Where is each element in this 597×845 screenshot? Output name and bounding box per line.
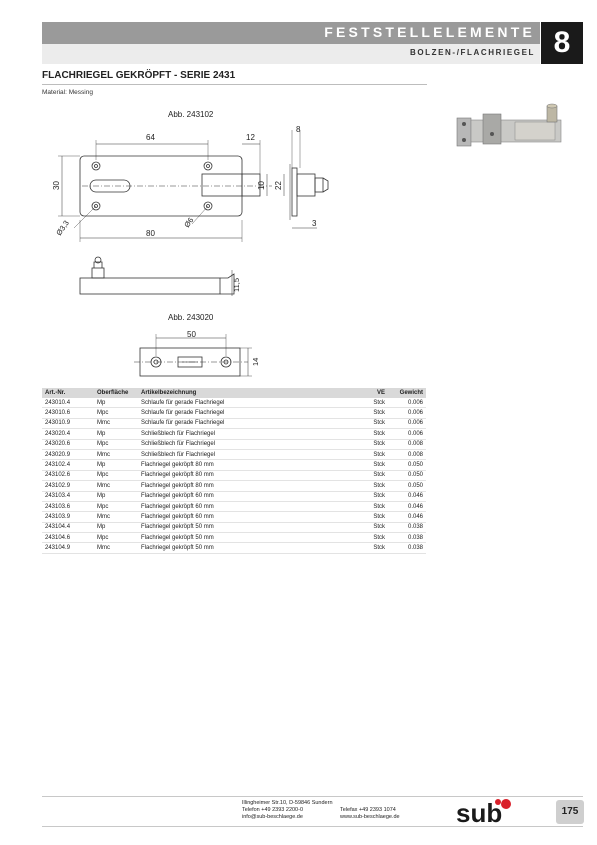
table-row — [42, 439, 426, 449]
figure2-label: Abb. 243020 — [168, 313, 214, 322]
cell-artnr: 243020.6 — [42, 439, 94, 449]
cell-artnr: 243020.4 — [42, 429, 94, 439]
cell-artnr: 243104.4 — [42, 522, 94, 532]
cell-artnr: 243104.6 — [42, 533, 94, 543]
cell-oberflaeche: Mpc — [94, 501, 138, 511]
cell-gewicht: 0.008 — [388, 449, 426, 459]
company-logo — [456, 798, 516, 826]
cell-gewicht: 0.050 — [388, 470, 426, 480]
cell-oberflaeche: Mpc — [94, 533, 138, 543]
cell-artnr: 243020.9 — [42, 449, 94, 459]
dim-50: 50 — [187, 330, 196, 339]
cell-ve: Stck — [362, 429, 388, 439]
table-header-row — [42, 388, 426, 398]
cell-ve: Stck — [362, 408, 388, 418]
cell-ve: Stck — [362, 460, 388, 470]
technical-drawing-243020 — [130, 326, 270, 384]
cell-artnr: 243010.4 — [42, 398, 94, 408]
title-divider — [42, 84, 427, 85]
technical-drawing-243102 — [42, 120, 342, 310]
cell-bezeichnung: Schlaufe für gerade Flachriegel — [138, 418, 362, 428]
col-header-bezeichnung: Artikelbezeichnung — [138, 388, 362, 398]
footer-divider-top — [42, 796, 583, 797]
table-row — [42, 481, 426, 491]
table-row — [42, 418, 426, 428]
cell-oberflaeche: Mpc — [94, 439, 138, 449]
cell-ve: Stck — [362, 418, 388, 428]
col-header-oberflaeche: Oberfläche — [94, 388, 138, 398]
table-row — [42, 408, 426, 418]
cell-ve: Stck — [362, 512, 388, 522]
dim-8: 8 — [296, 125, 301, 134]
table-body — [42, 398, 426, 553]
cell-bezeichnung: Schließblech für Flachriegel — [138, 429, 362, 439]
cell-oberflaeche: Mmc — [94, 481, 138, 491]
table-row — [42, 398, 426, 408]
cell-ve: Stck — [362, 491, 388, 501]
cell-artnr: 243103.9 — [42, 512, 94, 522]
cell-artnr: 243102.9 — [42, 481, 94, 491]
cell-gewicht: 0.046 — [388, 512, 426, 522]
cell-oberflaeche: Mp — [94, 491, 138, 501]
product-photo — [455, 100, 570, 152]
cell-gewicht: 0.038 — [388, 533, 426, 543]
cell-oberflaeche: Mmc — [94, 418, 138, 428]
dim-d6: Ø6 — [182, 215, 196, 230]
cell-gewicht: 0.038 — [388, 543, 426, 553]
cell-ve: Stck — [362, 398, 388, 408]
col-header-artnr: Art.-Nr. — [42, 388, 94, 398]
cell-ve: Stck — [362, 533, 388, 543]
dim-80: 80 — [146, 229, 155, 238]
cell-gewicht: 0.038 — [388, 522, 426, 532]
dim-10: 10 — [257, 181, 266, 190]
cell-oberflaeche: Mp — [94, 522, 138, 532]
cell-bezeichnung: Flachriegel gekröpft 80 mm — [138, 481, 362, 491]
material-note: Material: Messing — [42, 89, 93, 96]
footer-phone: Telefon +49 2393 2200-0 — [242, 807, 304, 813]
cell-bezeichnung: Flachriegel gekröpft 80 mm — [138, 470, 362, 480]
table-row — [42, 470, 426, 480]
cell-oberflaeche: Mmc — [94, 512, 138, 522]
cell-gewicht: 0.006 — [388, 398, 426, 408]
table-row — [42, 512, 426, 522]
cell-bezeichnung: Flachriegel gekröpft 60 mm — [138, 512, 362, 522]
cell-gewicht: 0.050 — [388, 460, 426, 470]
table-row — [42, 460, 426, 470]
dim-22: 22 — [274, 181, 283, 190]
cell-gewicht: 0.006 — [388, 429, 426, 439]
figure1-label: Abb. 243102 — [168, 110, 214, 119]
cell-ve: Stck — [362, 449, 388, 459]
cell-oberflaeche: Mmc — [94, 543, 138, 553]
cell-oberflaeche: Mmc — [94, 449, 138, 459]
dim-d3-3: Ø3,3 — [54, 218, 71, 238]
cell-oberflaeche: Mp — [94, 429, 138, 439]
cell-ve: Stck — [362, 522, 388, 532]
table-row — [42, 449, 426, 459]
footer-address: Illingheimer Str.10, D-59846 Sundern — [242, 800, 333, 806]
table-row — [42, 533, 426, 543]
table-row — [42, 501, 426, 511]
cell-oberflaeche: Mp — [94, 460, 138, 470]
col-header-gewicht: Gewicht — [388, 388, 426, 398]
dim-64: 64 — [146, 133, 155, 142]
cell-oberflaeche: Mpc — [94, 470, 138, 480]
table-row — [42, 491, 426, 501]
table-row — [42, 522, 426, 532]
cell-artnr: 243102.6 — [42, 470, 94, 480]
cell-bezeichnung: Flachriegel gekröpft 50 mm — [138, 533, 362, 543]
cell-gewicht: 0.006 — [388, 418, 426, 428]
cell-bezeichnung: Schlaufe für gerade Flachriegel — [138, 398, 362, 408]
cell-artnr: 243102.4 — [42, 460, 94, 470]
cell-ve: Stck — [362, 481, 388, 491]
footer-fax: Telefax +49 2393 1074 — [340, 807, 396, 813]
dim-3: 3 — [312, 219, 317, 228]
dim-30: 30 — [52, 181, 61, 190]
chapter-number: 8 — [553, 26, 571, 59]
cell-gewicht: 0.046 — [388, 491, 426, 501]
cell-oberflaeche: Mpc — [94, 408, 138, 418]
col-header-ve: VE — [362, 388, 388, 398]
cell-bezeichnung: Flachriegel gekröpft 60 mm — [138, 501, 362, 511]
cell-artnr: 243104.9 — [42, 543, 94, 553]
page-title: FLACHRIEGEL GEKRÖPFT - SERIE 2431 — [42, 70, 236, 81]
cell-bezeichnung: Flachriegel gekröpft 80 mm — [138, 460, 362, 470]
cell-ve: Stck — [362, 501, 388, 511]
cell-bezeichnung: Schlaufe für gerade Flachriegel — [138, 408, 362, 418]
cell-gewicht: 0.006 — [388, 408, 426, 418]
cell-ve: Stck — [362, 439, 388, 449]
cell-gewicht: 0.008 — [388, 439, 426, 449]
table-row — [42, 543, 426, 553]
dim-11-5: 11,5 — [232, 277, 241, 292]
footer-email[interactable]: info@sub-beschlaege.de — [242, 814, 303, 820]
cell-ve: Stck — [362, 470, 388, 480]
article-table — [42, 388, 426, 554]
cell-bezeichnung: Flachriegel gekröpft 60 mm — [138, 491, 362, 501]
cell-bezeichnung: Flachriegel gekröpft 50 mm — [138, 522, 362, 532]
cell-artnr: 243010.9 — [42, 418, 94, 428]
table-row — [42, 429, 426, 439]
section-title: FESTSTELLELEMENTE — [324, 24, 535, 40]
cell-bezeichnung: Flachriegel gekröpft 50 mm — [138, 543, 362, 553]
cell-oberflaeche: Mp — [94, 398, 138, 408]
footer-web[interactable]: www.sub-beschlaege.de — [340, 814, 400, 820]
footer-divider-bottom — [42, 826, 583, 827]
page-number: 175 — [561, 806, 579, 817]
cell-gewicht: 0.050 — [388, 481, 426, 491]
logo-text: sub — [456, 798, 503, 826]
cell-artnr: 243103.4 — [42, 491, 94, 501]
cell-gewicht: 0.046 — [388, 501, 426, 511]
cell-ve: Stck — [362, 543, 388, 553]
cell-artnr: 243010.6 — [42, 408, 94, 418]
section-subtitle: BOLZEN-/FLACHRIEGEL — [409, 48, 535, 57]
cell-bezeichnung: Schließblech für Flachriegel — [138, 449, 362, 459]
dim-14: 14 — [251, 357, 260, 366]
cell-artnr: 243103.6 — [42, 501, 94, 511]
cell-bezeichnung: Schließblech für Flachriegel — [138, 439, 362, 449]
dim-12: 12 — [246, 133, 255, 142]
